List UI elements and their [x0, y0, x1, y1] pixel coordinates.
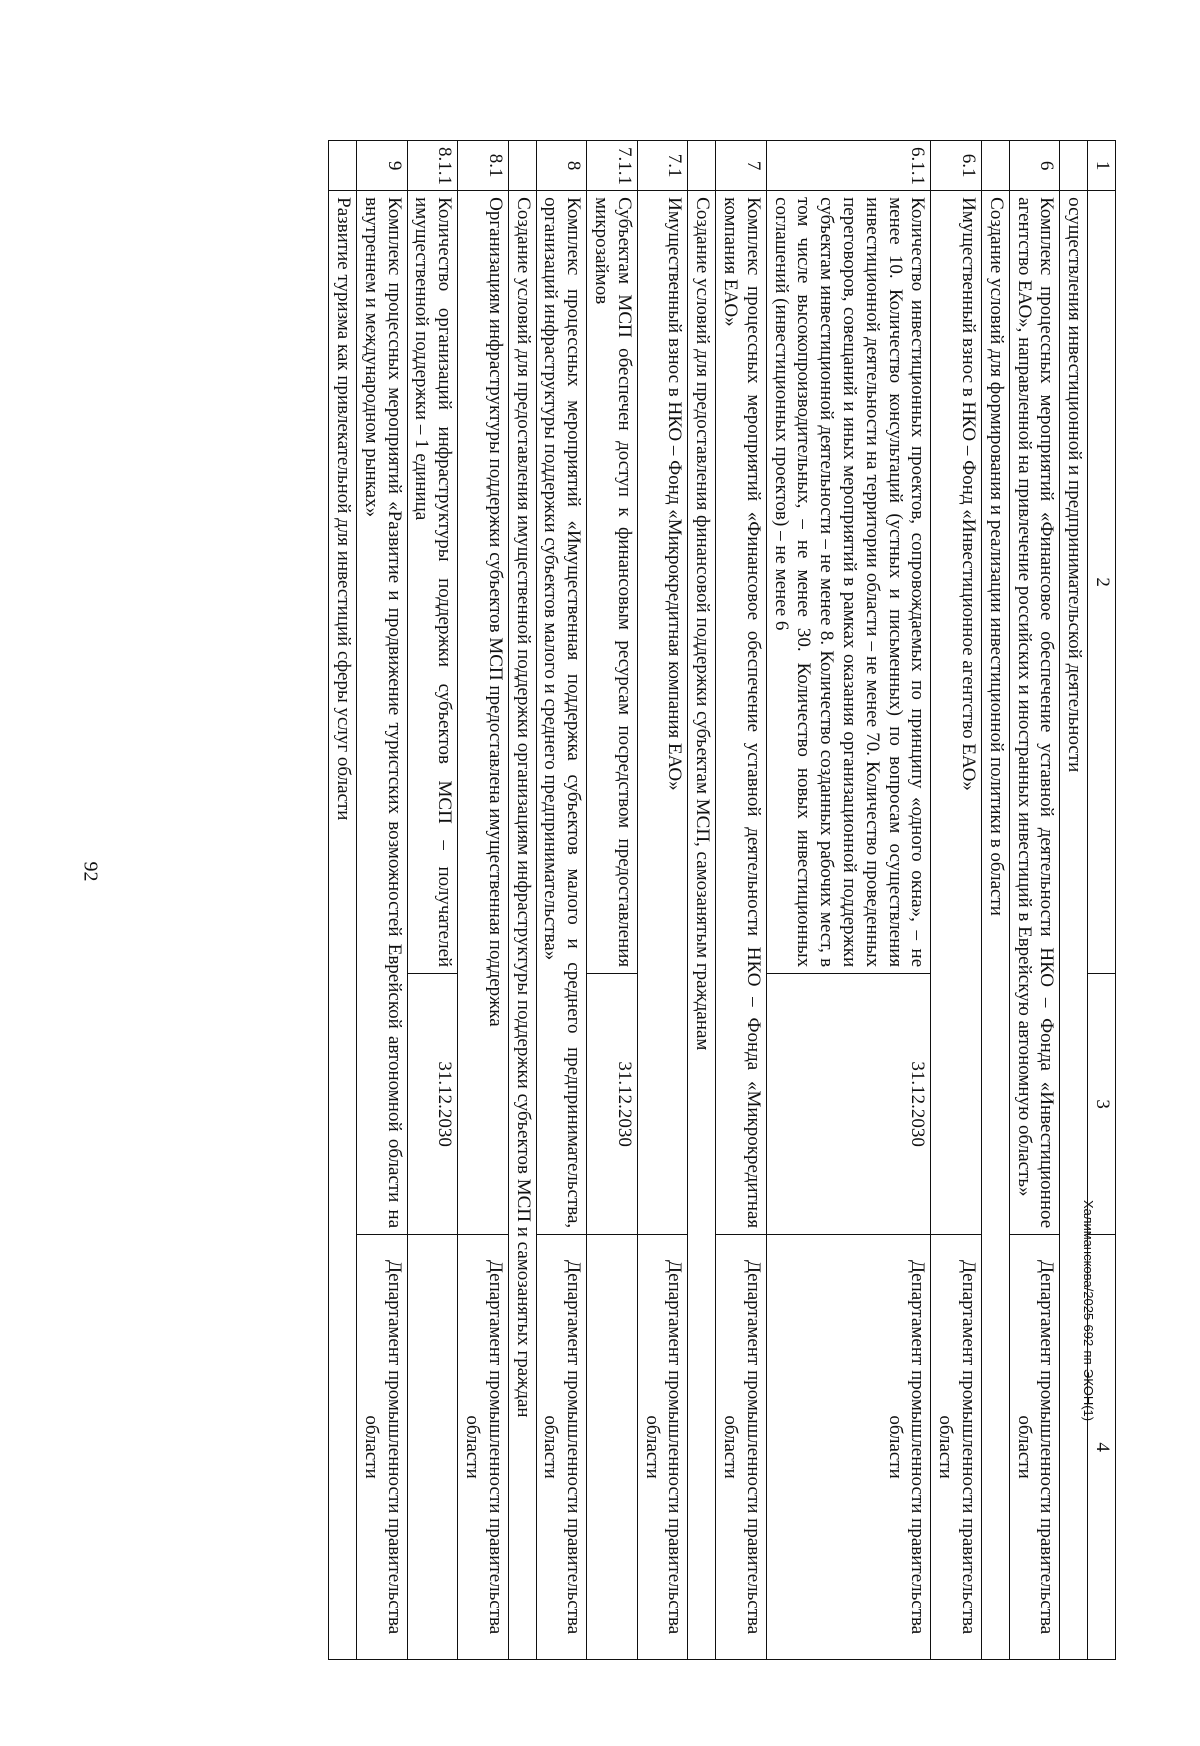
- measures-table: [328, 140, 1116, 1660]
- table-row: [587, 141, 638, 1660]
- responsible-department: [407, 1235, 458, 1660]
- section-title: Развитие туризма как привлекательной для инвестиций сферы услуг области: [329, 191, 357, 1660]
- table-row: [357, 141, 408, 1660]
- table-row: [716, 141, 767, 1660]
- row-number: 8.1: [458, 141, 509, 191]
- responsible-department: Департамент промышленности правительства области: [716, 1235, 767, 1660]
- measure-text: Комплекс процессных мероприятий «Финансовое обеспечение уставной деятельности НКО – Фонда «Инвестиционное агентство ЕАО», направленной на привлечение российских и иностранных инвестиций в Еврейскую автономную область»: [1009, 191, 1060, 1235]
- row-number: 8: [536, 141, 587, 191]
- responsible-department: Департамент промышленности правительства области: [766, 1235, 931, 1660]
- table-row: [508, 141, 536, 1660]
- row-number: [1060, 141, 1088, 191]
- row-number: 8.1.1: [407, 141, 458, 191]
- table-body: [329, 141, 1088, 1660]
- measure-text: Имущественный взнос в НКО – Фонд «Инвестиционное агентство ЕАО»: [931, 191, 982, 1235]
- measure-text: Организациям инфраструктуры поддержки субъектов МСП предоставлена имущественная поддержка: [458, 191, 509, 1235]
- deadline-date: 31.12.2030: [587, 974, 638, 1235]
- table-row: [688, 141, 716, 1660]
- row-number: 6.1: [931, 141, 982, 191]
- table-row: [536, 141, 587, 1660]
- result-text: Субъектам МСП обеспечен доступ к финансовым ресурсам посредством предоставления микрозаймов: [587, 191, 638, 974]
- page-number: 92: [79, 861, 102, 882]
- table-row: [329, 141, 357, 1660]
- responsible-department: Департамент промышленности правительства области: [1009, 1235, 1060, 1660]
- section-title: осуществления инвестиционной и предпринимательской деятельности: [1060, 191, 1088, 1660]
- header-col-1: 1: [1088, 141, 1116, 191]
- table-row: [1009, 141, 1060, 1660]
- responsible-department: Департамент промышленности правительства области: [536, 1235, 587, 1660]
- measure-text: Комплекс процессных мероприятий «Финансовое обеспечение уставной деятельности НКО – Фонда «Микрокредитная компания ЕАО»: [716, 191, 767, 1235]
- header-col-4: 4: [1088, 1235, 1116, 1660]
- result-text: Количество организаций инфраструктуры поддержки субъектов МСП – получателей имущественной поддержки – 1 единица: [407, 191, 458, 974]
- footer-document-code: Халиманскова/2025-692-пп-ЭКОН(1): [1081, 1200, 1096, 1422]
- section-title: Создание условий для предоставления финансовой поддержки субъектам МСП, самозанятым гражданам: [688, 191, 716, 1660]
- row-number: [508, 141, 536, 191]
- row-number: [982, 141, 1010, 191]
- table-row: [407, 141, 458, 1660]
- responsible-department: Департамент промышленности правительства области: [458, 1235, 509, 1660]
- row-number: 7.1.1: [587, 141, 638, 191]
- row-number: 7.1: [637, 141, 688, 191]
- row-number: 6.1.1: [766, 141, 931, 191]
- responsible-department: Департамент промышленности правительства области: [357, 1235, 408, 1660]
- row-number: 7: [716, 141, 767, 191]
- section-title: Создание условий для предоставления имущественной поддержки организациям инфраструктуры поддержки субъектов МСП и самозанятых граждан: [508, 191, 536, 1660]
- table-row: [637, 141, 688, 1660]
- row-number: [688, 141, 716, 191]
- header-col-3: 3: [1088, 974, 1116, 1235]
- table-row: [982, 141, 1010, 1660]
- deadline-date: 31.12.2030: [407, 974, 458, 1235]
- responsible-department: Департамент промышленности правительства области: [931, 1235, 982, 1660]
- header-col-2: 2: [1088, 191, 1116, 974]
- measure-text: Комплекс процессных мероприятий «Развитие и продвижение туристских возможностей Еврейской автономной области на внутреннем и международном рынках»: [357, 191, 408, 1235]
- result-text: Количество инвестиционных проектов, сопровождаемых по принципу «одного окна», – не менее 10. Количество консультаций (устных и письменных) по вопросам осуществления инвестиционной деятельности на территории области – не менее 70. Количество проведенных переговоров, совещаний и иных мероприятий в рамках оказания организационной поддержки субъектам инвестиционной деятельности – не менее 8. Количество созданных рабочих мест, в том числе высокопроизводительных, – не менее 30. Количество новых инвестиционных соглашений (инвестиционных проектов) – не менее 6: [766, 191, 931, 974]
- row-number: 9: [357, 141, 408, 191]
- table-row: [931, 141, 982, 1660]
- table-row: [458, 141, 509, 1660]
- measure-text: Комплекс процессных мероприятий «Имущественная поддержка субъектов малого и среднего предпринимательства, организаций инфраструктуры поддержки субъектов малого и среднего предпринимательства»: [536, 191, 587, 1235]
- measure-text: Имущественный взнос в НКО – Фонд «Микрокредитная компания ЕАО»: [637, 191, 688, 1235]
- table-wrapper: [186, 140, 1116, 1660]
- deadline-date: 31.12.2030: [766, 974, 931, 1235]
- row-number: 6: [1009, 141, 1060, 191]
- section-title: Создание условий для формирования и реализации инвестиционной политики в области: [982, 191, 1010, 1660]
- table-row: [766, 141, 931, 1660]
- responsible-department: Департамент промышленности правительства области: [637, 1235, 688, 1660]
- responsible-department: [587, 1235, 638, 1660]
- row-number: [329, 141, 357, 191]
